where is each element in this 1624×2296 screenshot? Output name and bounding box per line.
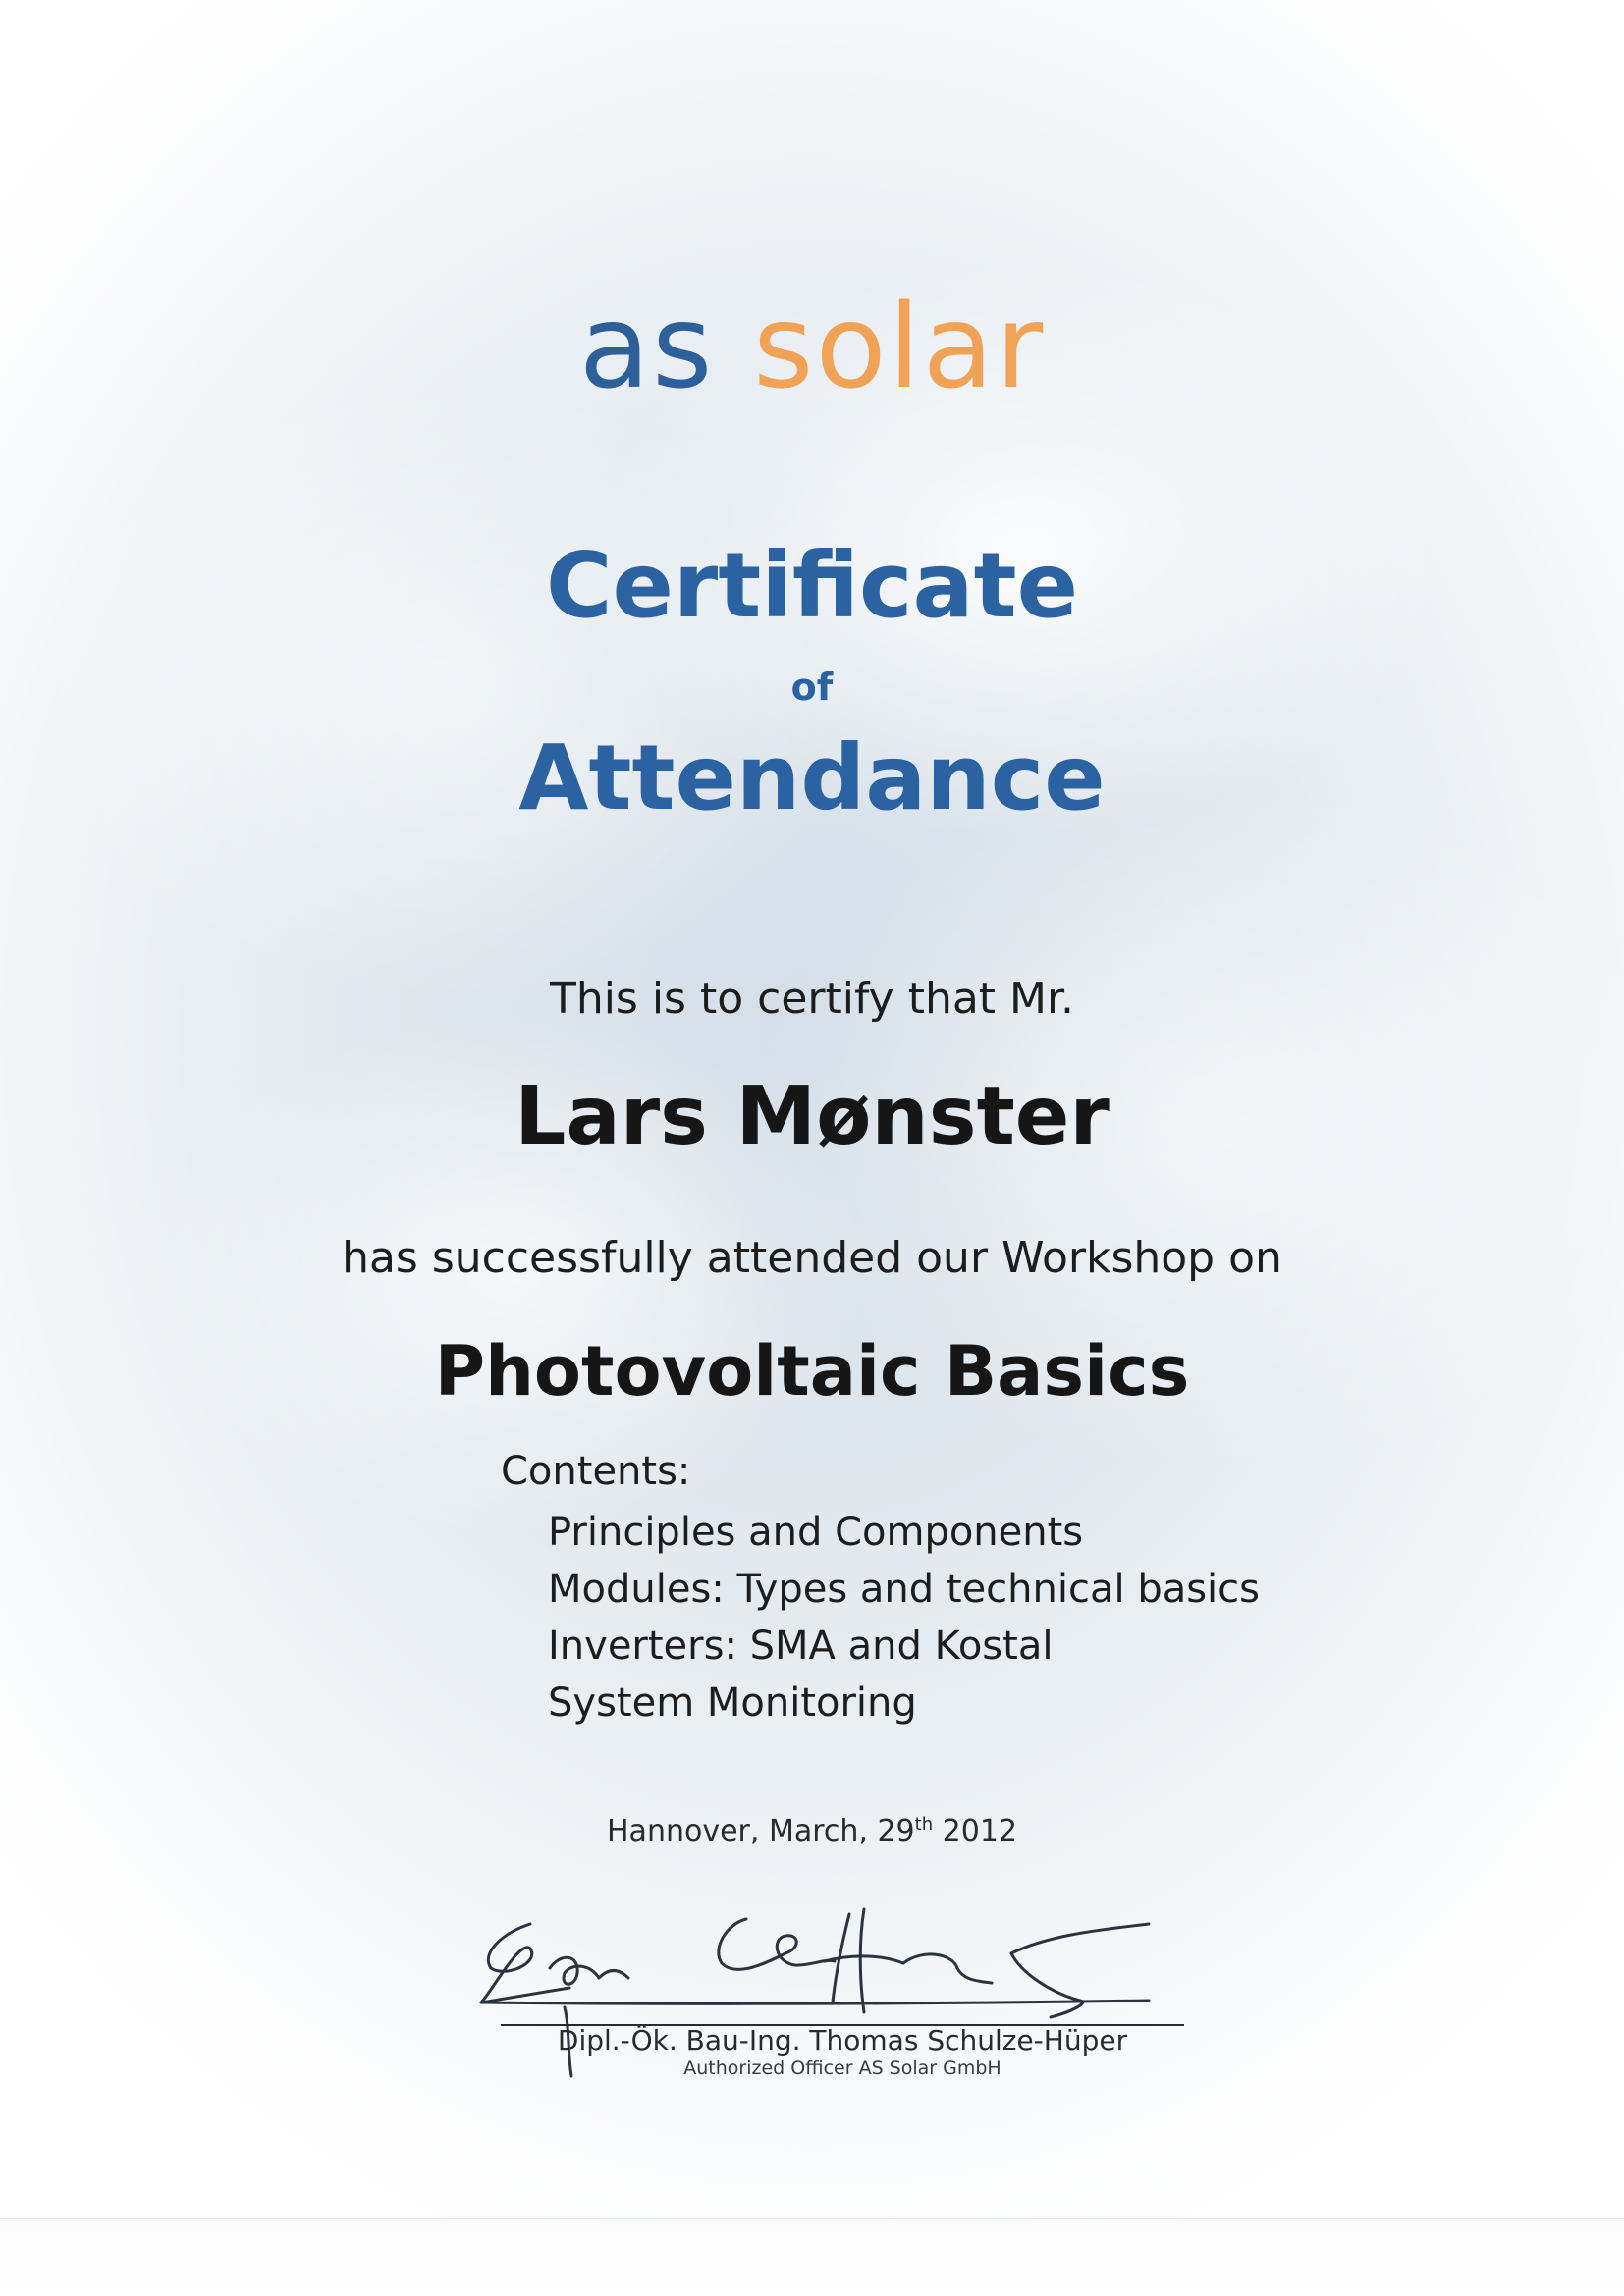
title-attendance: Attendance (518, 725, 1106, 830)
certify-text: This is to certify that Mr. (549, 974, 1075, 1024)
signatory-name: Dipl.-Ök. Bau-Ing. Thomas Schulze-Hüper (557, 2024, 1128, 2056)
workshop-title: Photovoltaic Basics (434, 1331, 1190, 1412)
contents-item: System Monitoring (548, 1681, 917, 1726)
contents-label: Contents: (501, 1449, 691, 1494)
as-solar-logo (0, 263, 1624, 430)
page-bottom-margin (0, 2218, 1624, 2296)
title-certificate: Certificate (546, 533, 1078, 638)
title-of: of (790, 666, 834, 709)
recipient-name: Lars Mønster (514, 1070, 1110, 1163)
date-suffix: th (914, 1814, 934, 1835)
contents-list (548, 1504, 1260, 1732)
logo-as-text: as (578, 279, 715, 414)
contents-item: Principles and Components (548, 1510, 1084, 1555)
date-prefix: Hannover, March, 29 (607, 1814, 915, 1848)
attended-text: has successfully attended our Workshop on (342, 1233, 1282, 1283)
contents-item: Inverters: SMA and Kostal (548, 1624, 1054, 1669)
signatory-role: Authorized Officer AS Solar GmbH (683, 2057, 1001, 2079)
date-year: 2012 (933, 1814, 1017, 1848)
contents-item: Modules: Types and technical basics (548, 1567, 1260, 1612)
issue-date (0, 1812, 1624, 1851)
logo-solar-text: solar (714, 279, 1046, 414)
